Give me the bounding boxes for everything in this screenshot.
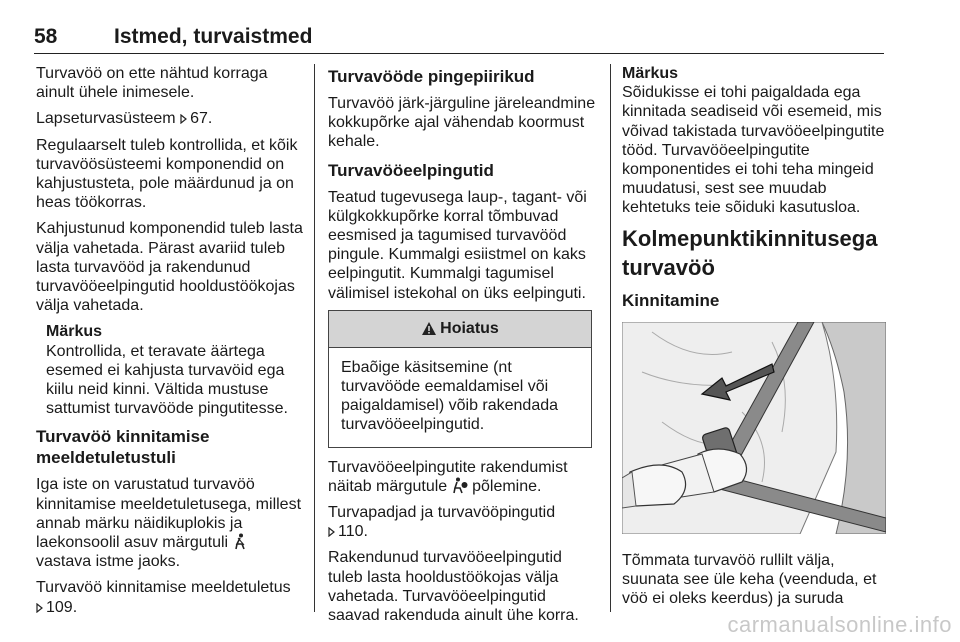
seatbelt-reminder-icon [233,533,247,550]
paragraph: Kahjustunud komponendid tuleb lasta välja vahetada. Pärast avariid tuleb lasta turvavööd ja rakendunud turvavööeelpingutid hooldustöökojas välja vahetada. [36,220,303,315]
paragraph [328,503,596,541]
warning-body: Ebaõige käsitsemine (nt turvavööde eemaldamisel või paigaldamisel) võib rakendada turvavööeelpingutid. [341,358,559,434]
paragraph: Tõmmata turvavöö rullilt välja, suunata see üle keha (veenduda, et vöö ei oleks keerdus) ja suruda [622,551,877,608]
page-reference-icon [180,114,187,124]
paragraph [36,109,304,128]
warning-triangle-icon [421,321,437,336]
paragraph: Turvavöö järk-järguline järeleandmine kokkupõrke ajal vähendab koormust kehale. [328,95,596,151]
page-header [34,25,884,54]
paragraph-text: Lapseturvasüsteem [36,110,176,128]
paragraph [36,475,304,571]
page-reference[interactable]: 110. [338,523,368,541]
heading: Turvavöö kinnitamise meeldetuletustuli [36,427,210,468]
column-left [36,64,304,624]
heading: Kolmepunktikinnitusega turvavöö [622,225,878,280]
paragraph-text: vastava istme jaoks. [36,553,181,571]
section-title: Istmed, turvaistmed [114,25,313,48]
column-divider [314,64,315,612]
paragraph-text: Turvavööeelpingutite rakendumist näitab märgutule [328,458,568,495]
seatbelt-fastening-illustration [622,322,886,534]
seatbelt-pretensioner-warning-icon [452,477,468,494]
page-reference-icon [36,603,43,613]
column-middle [328,64,596,632]
page-number: 58 [34,25,58,48]
heading: Turvavööde pingepiirikud [328,67,535,86]
note-body: Kontrollida, et teravate äärtega esemed ei kahjusta turvavöid ega kiilu neid kinni. Vältida mustuse sattumist turvavööde pingutitesse. [46,342,288,418]
page-reference[interactable]: 67. [190,110,213,128]
paragraph: Teatud tugevusega laup-, tagant- või külgkokkupõrke korral tõmbuvad eesmised ja tagumised turvavööd pingule. Kummalgi esiistmel on kaks eelpingutit. Kummalgi tagumisel välimisel istekohal on üks eelpinguti. [328,188,587,302]
paragraph: Regulaarselt tuleb kontrollida, et kõik turvavöösüsteemi komponendid on kahjustusteta, pole määrdunud ja on heas töökorras. [36,136,298,212]
note [46,322,304,418]
heading: Turvavööeelpingutid [328,160,494,180]
page-reference-icon [328,527,335,537]
note-title: Märkus [622,65,679,82]
paragraph-text: Iga iste on varustatud turvavöö kinnitamise meeldetuletusega, millest annab märku näidikuplokis ja laekonsoolil asuv märgutuli [36,476,302,552]
column-right [622,64,890,615]
paragraph-text: põlemine. [472,477,542,495]
paragraph [36,578,304,616]
page-reference[interactable]: 109. [46,598,78,616]
watermark: carmanualsonline.info [727,612,952,637]
paragraph: Rakendunud turvavööeelpingutid tuleb lasta hooldustöökojas välja vahetada. Turvavööeelpingutid saavad rakenduda ainult ühe korra. [328,549,579,625]
column-divider [610,64,611,612]
paragraph [328,458,596,496]
paragraph-text: Turvavöö kinnitamise meeldetuletus [36,579,291,597]
warning-title: Hoiatus [440,320,499,338]
warning-header [329,311,591,348]
warning-box [328,310,592,448]
note-body: Sõidukisse ei tohi paigaldada ega kinnitada seadiseid või esemeid, mis võivad takistada turvavööeelpingutite tööd. Turvavööeelpingutite komponentides ei tohi teha mingeid muudatusi, sest see muudab kehtetuks teie sõiduki kasutusloa. [622,84,885,217]
note-title: Märkus [46,323,103,341]
paragraph: Turvavöö on ette nähtud korraga ainult ühele inimesele. [36,65,268,102]
paragraph-text: Turvapadjad ja turvavööpingutid [328,504,556,522]
subheading: Kinnitamine [622,290,720,310]
note [622,64,890,218]
